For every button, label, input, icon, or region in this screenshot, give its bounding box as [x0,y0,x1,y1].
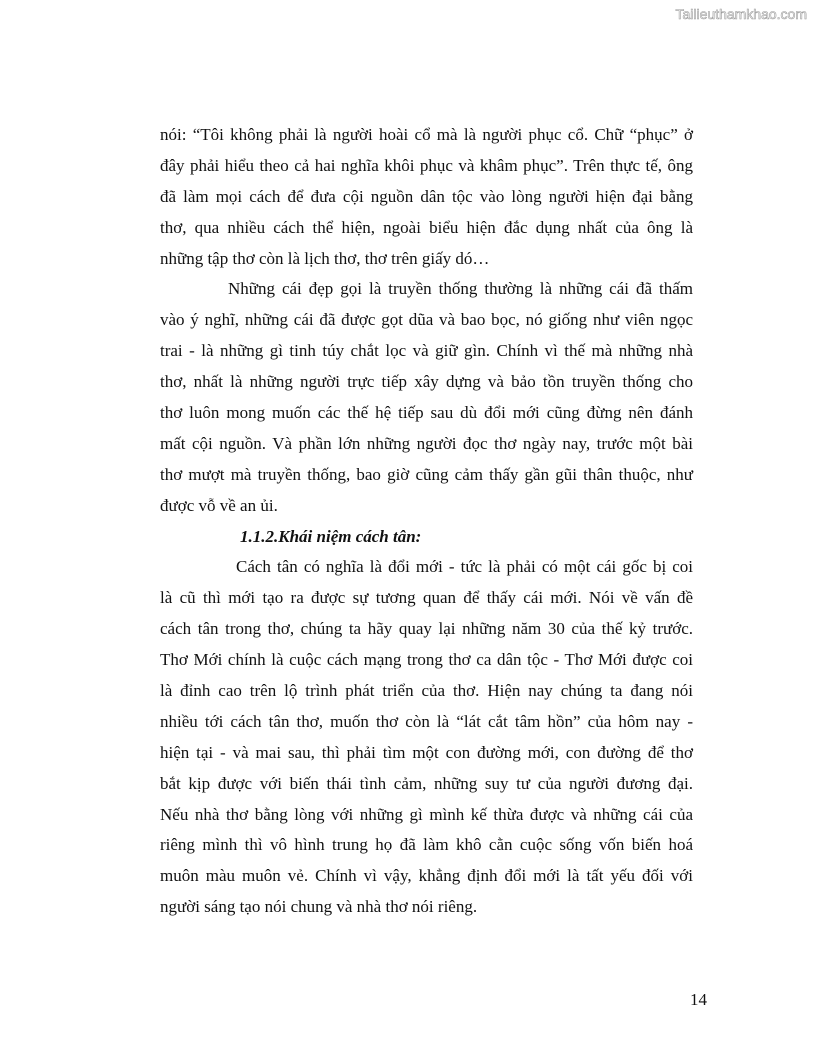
paragraph-line: thơ, qua nhiều cách thể hiện, ngoài biểu hiện đắc dụng nhất của ông là [160,217,693,237]
paragraph-line: muôn màu muôn vẻ. Chính vì vậy, khẳng định đổi mới là tất yếu đối với [160,866,693,886]
watermark: Tailieuthamkhao.com [675,6,807,22]
paragraph-line: Thơ Mới chính là cuộc cách mạng trong thơ ca dân tộc - Thơ Mới được coi [160,650,693,670]
paragraph-line: bắt kịp được với biến thái tình cảm, những suy tư của người đương đại. [160,773,693,793]
paragraph-line: thơ mượt mà truyền thống, bao giờ cũng cảm thấy gần gũi thân thuộc, như [160,464,693,484]
paragraph-line: Những cái đẹp gọi là truyền thống thường là những cái đã thấm [228,279,693,299]
paragraph-line: đã làm mọi cách để đưa cội nguồn dân tộc vào lòng người hiện đại bằng [160,186,693,206]
paragraph-2 [160,274,693,521]
paragraph-line: vào ý nghĩ, những cái đã được gọt dũa và bao bọc, nó giống như viên ngọc [160,310,693,330]
paragraph-line: Nếu nhà thơ bằng lòng với những gì mình kế thừa được và những cái của [160,804,693,824]
paragraph-line: nhiều tới cách tân thơ, muốn thơ còn là “lát cắt tâm hồn” của hôm nay - [160,711,693,731]
paragraph-line: mất cội nguồn. Và phần lớn những người đọc thơ ngày nay, trước một bài [160,433,693,453]
paragraph-1 [160,120,693,274]
paragraph-line: là đỉnh cao trên lộ trình phát triển của thơ. Hiện nay chúng ta đang nói [160,681,693,701]
section-heading: 1.1.2.Khái niệm cách tân: [240,526,422,546]
paragraph-line: những tập thơ còn là lịch thơ, thơ trên giấy dó… [160,248,490,268]
paragraph-3 [160,552,693,923]
paragraph-line: nói: “Tôi không phải là người hoài cổ mà là người phục cổ. Chữ “phục” ở [160,125,693,144]
paragraph-line: cách tân trong thơ, chúng ta hãy quay lại những năm 30 của thế kỷ trước. [160,619,693,639]
paragraph-line: đây phải hiểu theo cả hai nghĩa khôi phục và khâm phục”. Trên thực tế, ông [160,155,693,175]
paragraph-line: hiện tại - và mai sau, thì phải tìm một con đường mới, con đường để thơ [160,742,693,762]
paragraph-line: là cũ thì mới tạo ra được sự tương quan để thấy cái mới. Nói về vấn đề [160,588,693,608]
paragraph-line: thơ, nhất là những người trực tiếp xây dựng và bảo tồn truyền thống cho [160,372,693,392]
paragraph-line: được vỗ về an ủi. [160,495,278,515]
document-body [160,120,693,923]
paragraph-line: riêng mình thì vô hình trung họ đã làm khô cằn cuộc sống vốn biến hoá [160,835,693,855]
paragraph-line: thơ luôn mong muốn các thế hệ tiếp sau dù đổi mới cũng đừng nên đánh [160,403,693,423]
paragraph-line: Cách tân có nghĩa là đổi mới - tức là phải có một cái gốc bị coi [236,557,693,577]
page-number: 14 [690,990,707,1009]
paragraph-line: người sáng tạo nói chung và nhà thơ nói riêng. [160,897,478,917]
paragraph-line: trai - là những gì tinh túy chắt lọc và giữ gìn. Chính vì thế mà những nhà [160,341,693,361]
